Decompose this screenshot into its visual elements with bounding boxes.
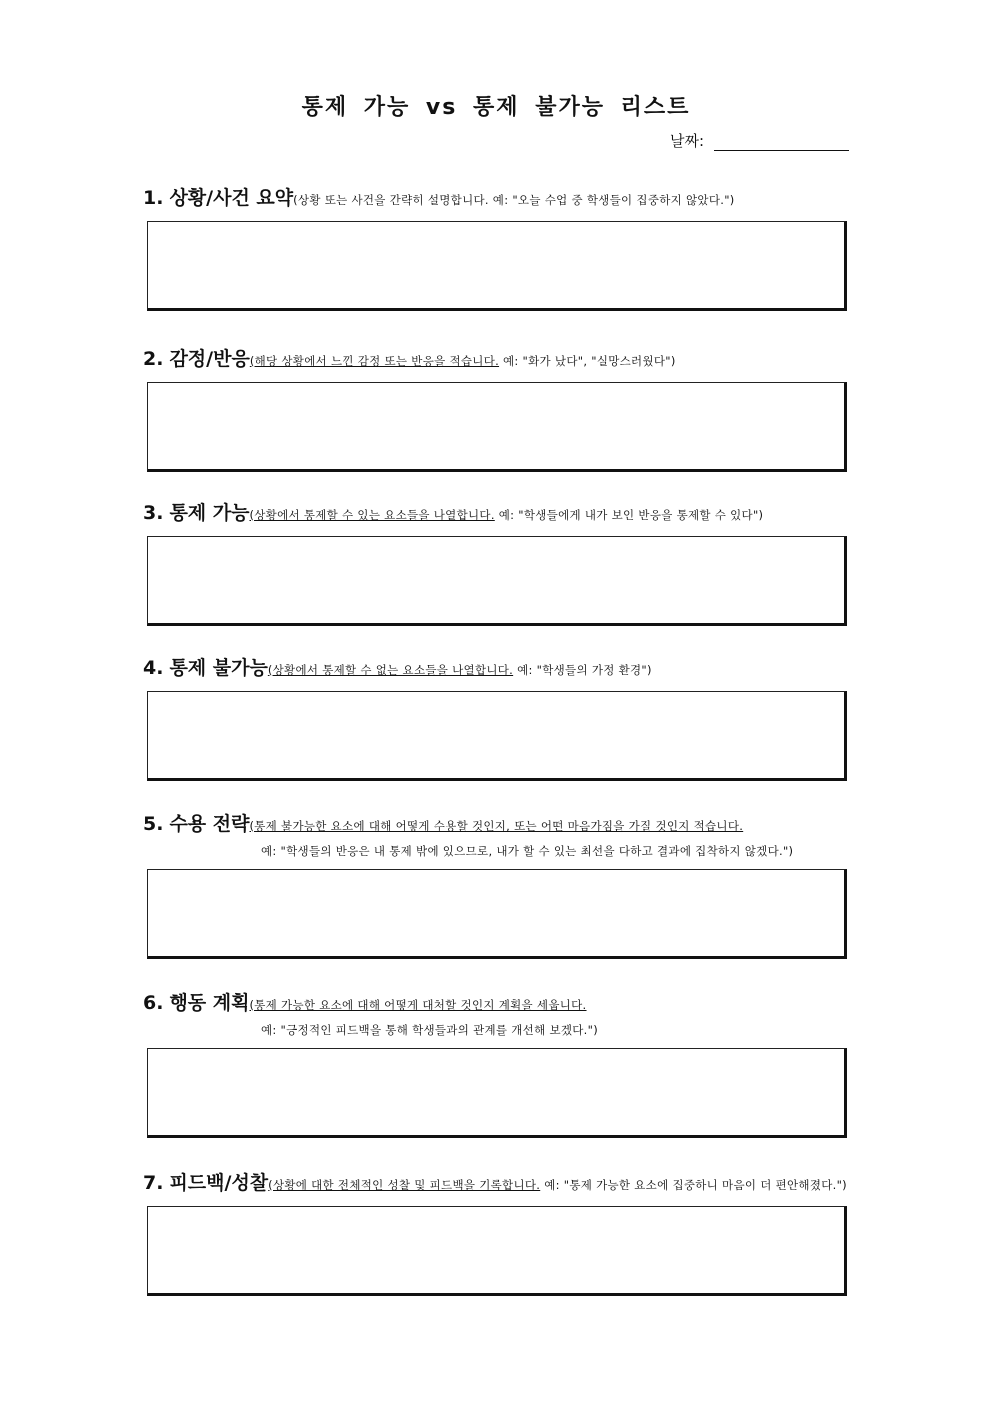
section-description: 예: "화가 났다", "실망스러웠다") [499, 354, 676, 368]
section-summary [143, 183, 853, 210]
section-description-underlined: (상황에서 통제할 수 있는 요소들을 나열합니다. [249, 508, 495, 522]
section-number: 6. [143, 992, 164, 1014]
section-description-underlined: (상황에 대한 전체적인 성찰 및 피드백을 기록합니다. [268, 1178, 541, 1192]
section-heading: 행동 계획 [169, 992, 250, 1014]
section-number: 4. [143, 657, 164, 679]
action-plan-answer-box[interactable] [147, 1048, 847, 1138]
section-description-underlined: (통제 가능한 요소에 대해 어떻게 대처할 것인지 계획을 세웁니다. [249, 998, 587, 1012]
uncontrollable-answer-box[interactable] [147, 691, 847, 781]
controllable-answer-box[interactable] [147, 536, 847, 626]
section-example: 예: "학생들의 반응은 내 통제 밖에 있으므로, 내가 할 수 있는 최선을 다하고 결과에 집착하지 않겠다.") [261, 844, 794, 858]
date-field [670, 130, 849, 151]
section-heading: 통제 가능 [169, 502, 250, 524]
section-heading: 피드백/성찰 [169, 1172, 269, 1194]
section-description: 예: "학생들에게 내가 보인 반응을 통제할 수 있다") [494, 508, 764, 522]
date-label: 날짜: [670, 132, 705, 150]
feedback-answer-box[interactable] [147, 1206, 847, 1296]
section-number: 1. [143, 187, 164, 209]
section-description: 예: "통제 가능한 요소에 집중하니 마음이 더 편안해졌다.") [540, 1178, 847, 1192]
section-description-underlined: (해당 상황에서 느낀 감정 또는 반응을 적습니다. [249, 354, 500, 368]
section-number: 3. [143, 502, 164, 524]
section-number: 5. [143, 813, 164, 835]
page-title: 통제 가능 vs 통제 불가능 리스트 [301, 95, 691, 120]
section-heading: 수용 전략 [169, 813, 250, 835]
section-heading: 상황/사건 요약 [169, 187, 294, 209]
section-description-underlined: (통제 불가능한 요소에 대해 어떻게 수용할 것인지, 또는 어떤 마음가짐을 가질 것인지 적습니다. [249, 819, 744, 833]
section-heading: 감정/반응 [169, 348, 250, 370]
acceptance-answer-box[interactable] [147, 869, 847, 959]
section-uncontrollable [143, 653, 853, 680]
section-description-underlined: (상황에서 통제할 수 없는 요소들을 나열합니다. [267, 663, 514, 677]
section-acceptance [143, 809, 853, 859]
section-example: 예: "긍정적인 피드백을 통해 학생들과의 관계를 개선해 보겠다.") [261, 1023, 599, 1037]
section-description: (상황 또는 사건을 간략히 설명합니다. 예: "오늘 수업 중 학생들이 집중하지 않았다.") [293, 193, 735, 207]
emotion-answer-box[interactable] [147, 382, 847, 472]
summary-answer-box[interactable] [147, 221, 847, 311]
section-number: 2. [143, 348, 164, 370]
section-description: 예: "학생들의 가정 환경") [513, 663, 652, 677]
section-number: 7. [143, 1172, 164, 1194]
section-action-plan [143, 988, 853, 1038]
section-feedback [143, 1168, 853, 1195]
section-heading: 통제 불가능 [169, 657, 268, 679]
date-input-line[interactable] [714, 134, 849, 151]
section-controllable [143, 498, 853, 525]
section-emotion [143, 344, 853, 371]
